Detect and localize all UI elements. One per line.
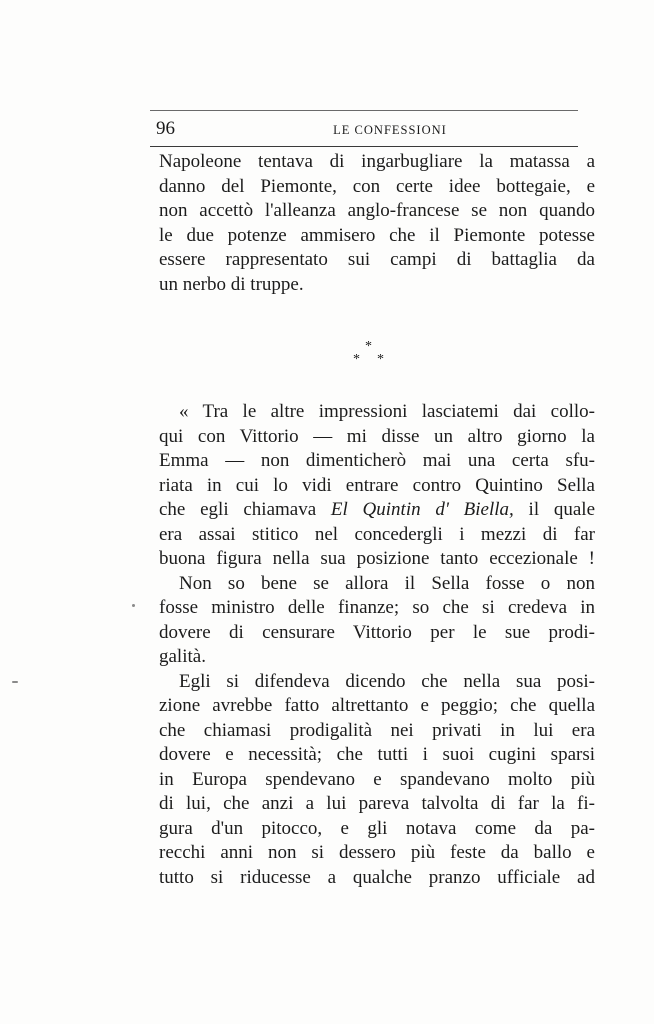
text-line: riata in cui lo vidi entrare contro Quintino Sella (159, 474, 595, 496)
text-line: fosse ministro delle finanze; so che si credeva in (159, 597, 595, 618)
paper-speck (132, 604, 135, 607)
text-line: « Tra le altre impressioni lasciatemi dai collo- (179, 401, 595, 422)
text-line: essere rappresentato sui campi di battaglia da (159, 249, 595, 270)
text-line: buona figura nella sua posizione tanto eccezionale ! (159, 548, 595, 569)
text-line: gura d'un pitocco, e gli notava come da pa- (159, 817, 595, 839)
text-line: dovere e necessità; che tutti i suoi cugini sparsi (159, 744, 595, 765)
text-line: Emma — non dimenticherò mai una certa sfu- (159, 450, 595, 471)
text-line: un nerbo di truppe. (159, 273, 304, 295)
running-title: LE CONFESSIONI (333, 123, 447, 137)
text-segment: che egli chiamava (159, 499, 317, 520)
text-line: che chiamasi prodigalità nei privati in lui era (159, 719, 595, 741)
header-top-rule (150, 110, 578, 111)
text-segment: il quale (528, 499, 595, 520)
text-line-with-italic (159, 498, 595, 523)
text-line: tutto si riducesse a qualche pranzo ufficiale ad (159, 866, 595, 888)
section-asterism (340, 336, 400, 376)
text-line: di lui, che anzi a lui pareva talvolta di far la fi- (159, 793, 595, 814)
text-line: Non so bene se allora il Sella fosse o non (179, 572, 595, 594)
paper-speck (12, 681, 18, 683)
asterisk-left: * (353, 352, 360, 367)
text-line: danno del Piemonte, con certe idee bottegaie, e (159, 175, 595, 197)
text-line: non accettò l'alleanza anglo-francese se non quando (159, 200, 595, 221)
asterisk-right: * (377, 352, 384, 367)
asterisk-top: * (365, 339, 372, 354)
text-line: Egli si difendeva dicendo che nella sua posi- (179, 670, 595, 692)
text-line: dovere di censurare Vittorio per le sue prodi- (159, 621, 595, 643)
paragraph-napoleone (159, 150, 595, 297)
text-line: qui con Vittorio — mi disse un altro giorno la (159, 425, 595, 447)
body-text (159, 400, 595, 890)
text-line: Napoleone tentava di ingarbugliare la matassa a (159, 151, 595, 172)
text-line: era assai stitico nel concedergli i mezzi di far (159, 523, 595, 545)
text-line: zione avrebbe fatto altrettanto e peggio; che quella (159, 695, 595, 716)
text-line: recchi anni non si dessero più feste da ballo e (159, 842, 595, 863)
page-number: 96 (156, 118, 175, 139)
text-line: galità. (159, 646, 206, 667)
header-bottom-rule (150, 146, 578, 147)
text-line: le due potenze ammisero che il Piemonte potesse (159, 224, 595, 246)
text-line: in Europa spendevano e spandevano molto più (159, 768, 595, 790)
italic-nickname: El Quintin d' Biella, (330, 499, 514, 520)
